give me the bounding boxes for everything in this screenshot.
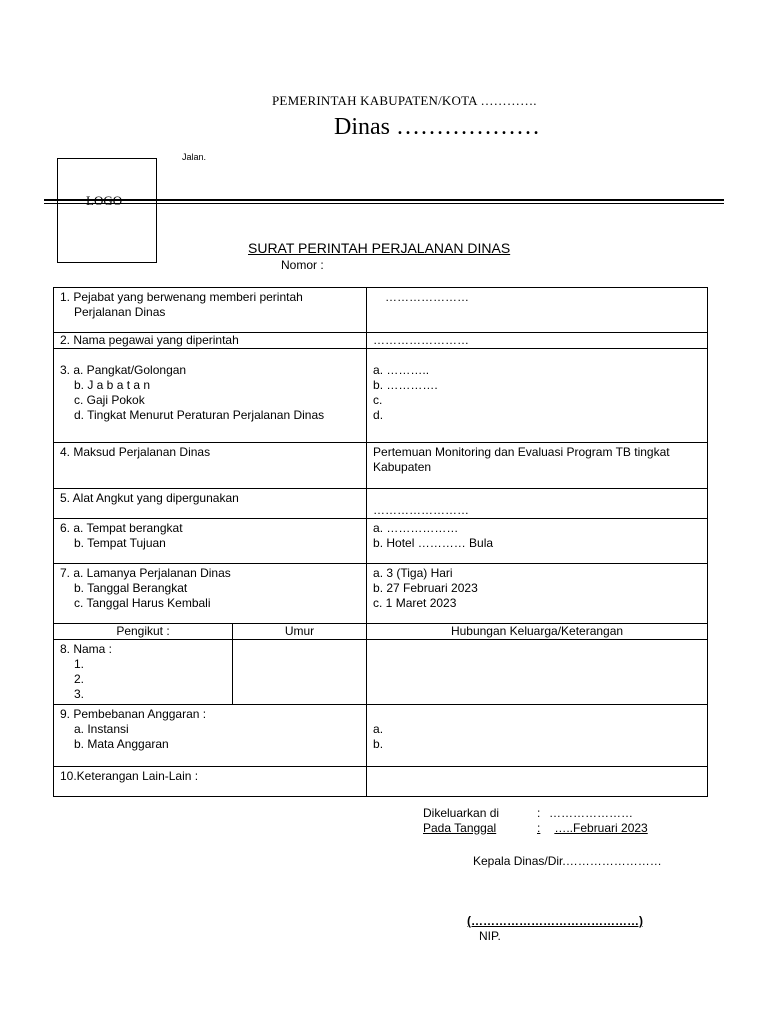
row-4-label: 4. Maksud Perjalanan Dinas [54,443,367,489]
date-label: Pada Tanggal [423,821,497,835]
row-6-label: 6. a. Tempat berangkat b. Tempat Tujuan [54,519,367,564]
document-number-label: Nomor : [281,258,324,272]
row-2-label: 2. Nama pegawai yang diperintah [54,333,367,349]
row-10-value [367,767,708,797]
row-8-names: 8. Nama : 1. 2. 3. [54,640,233,705]
row-8-header [54,624,708,640]
issued-at-label: Dikeluarkan di [423,806,500,820]
row-1-value: ………………… [367,288,708,333]
issued-at-value: ………………… [549,806,633,820]
issued-at-separator: : [537,806,541,820]
letterhead-office: Dinas ……………… [334,114,540,140]
header-umur: Umur [233,624,367,640]
row-9-label: 9. Pembebanan Anggaran : a. Instansi b. Mata Anggaran [54,705,367,767]
row-10-label: 10.Keterangan Lain-Lain : [54,767,367,797]
row-8-age [233,640,367,705]
letterhead-government: PEMERINTAH KABUPATEN/KOTA …………. [272,93,537,108]
row-1-label: 1. Pejabat yang berwenang memberi perintah Perjalanan Dinas [54,288,367,333]
date-separator: : [537,821,541,835]
row-10 [54,767,708,797]
row-4-value: Pertemuan Monitoring dan Evaluasi Program TB tingkat Kabupaten [367,443,708,489]
header-hubungan: Hubungan Keluarga/Keterangan [367,624,708,640]
row-3-value: a. ……….. b. …………. c. d. [367,349,708,443]
signer-nip: NIP. [479,929,501,943]
document-title: SURAT PERINTAH PERJALANAN DINAS [248,240,511,256]
row-8 [54,640,708,705]
row-5-value: …………………… [367,489,708,519]
row-5 [54,489,708,519]
letterhead-address: Jalan. [182,152,207,162]
row-7 [54,564,708,624]
row-8-relation [367,640,708,705]
travel-order-table [53,287,708,797]
row-4 [54,443,708,489]
letterhead-rule-thick [44,199,724,201]
row-2-value: …………………… [367,333,708,349]
date-value: …..Februari 2023 [554,821,648,835]
header-pengikut: Pengikut : [54,624,233,640]
row-5-label: 5. Alat Angkut yang dipergunakan [54,489,367,519]
row-9 [54,705,708,767]
row-7-label: 7. a. Lamanya Perjalanan Dinas b. Tanggal Berangkat c. Tanggal Harus Kembali [54,564,367,624]
row-1 [54,288,708,333]
row-6 [54,519,708,564]
date-value-line [537,821,651,835]
row-9-value: a. b. [367,705,708,767]
logo-label [86,193,122,209]
row-3-label: 3. a. Pangkat/Golongan b. J a b a t a n c. Gaji Pokok d. Tingkat Menurut Peraturan Perjalanan Dinas [54,349,367,443]
logo-placeholder [57,158,157,263]
signer-name: (……………………………………) [467,914,643,928]
row-7-value: a. 3 (Tiga) Hari b. 27 Februari 2023 c. 1 Maret 2023 [367,564,708,624]
letterhead-rule-thin [44,203,724,204]
signer-position: Kepala Dinas/Dir.…………………… [473,854,662,868]
row-2 [54,333,708,349]
row-6-value: a. ……………… b. Hotel ………… Bula [367,519,708,564]
row-3 [54,349,708,443]
